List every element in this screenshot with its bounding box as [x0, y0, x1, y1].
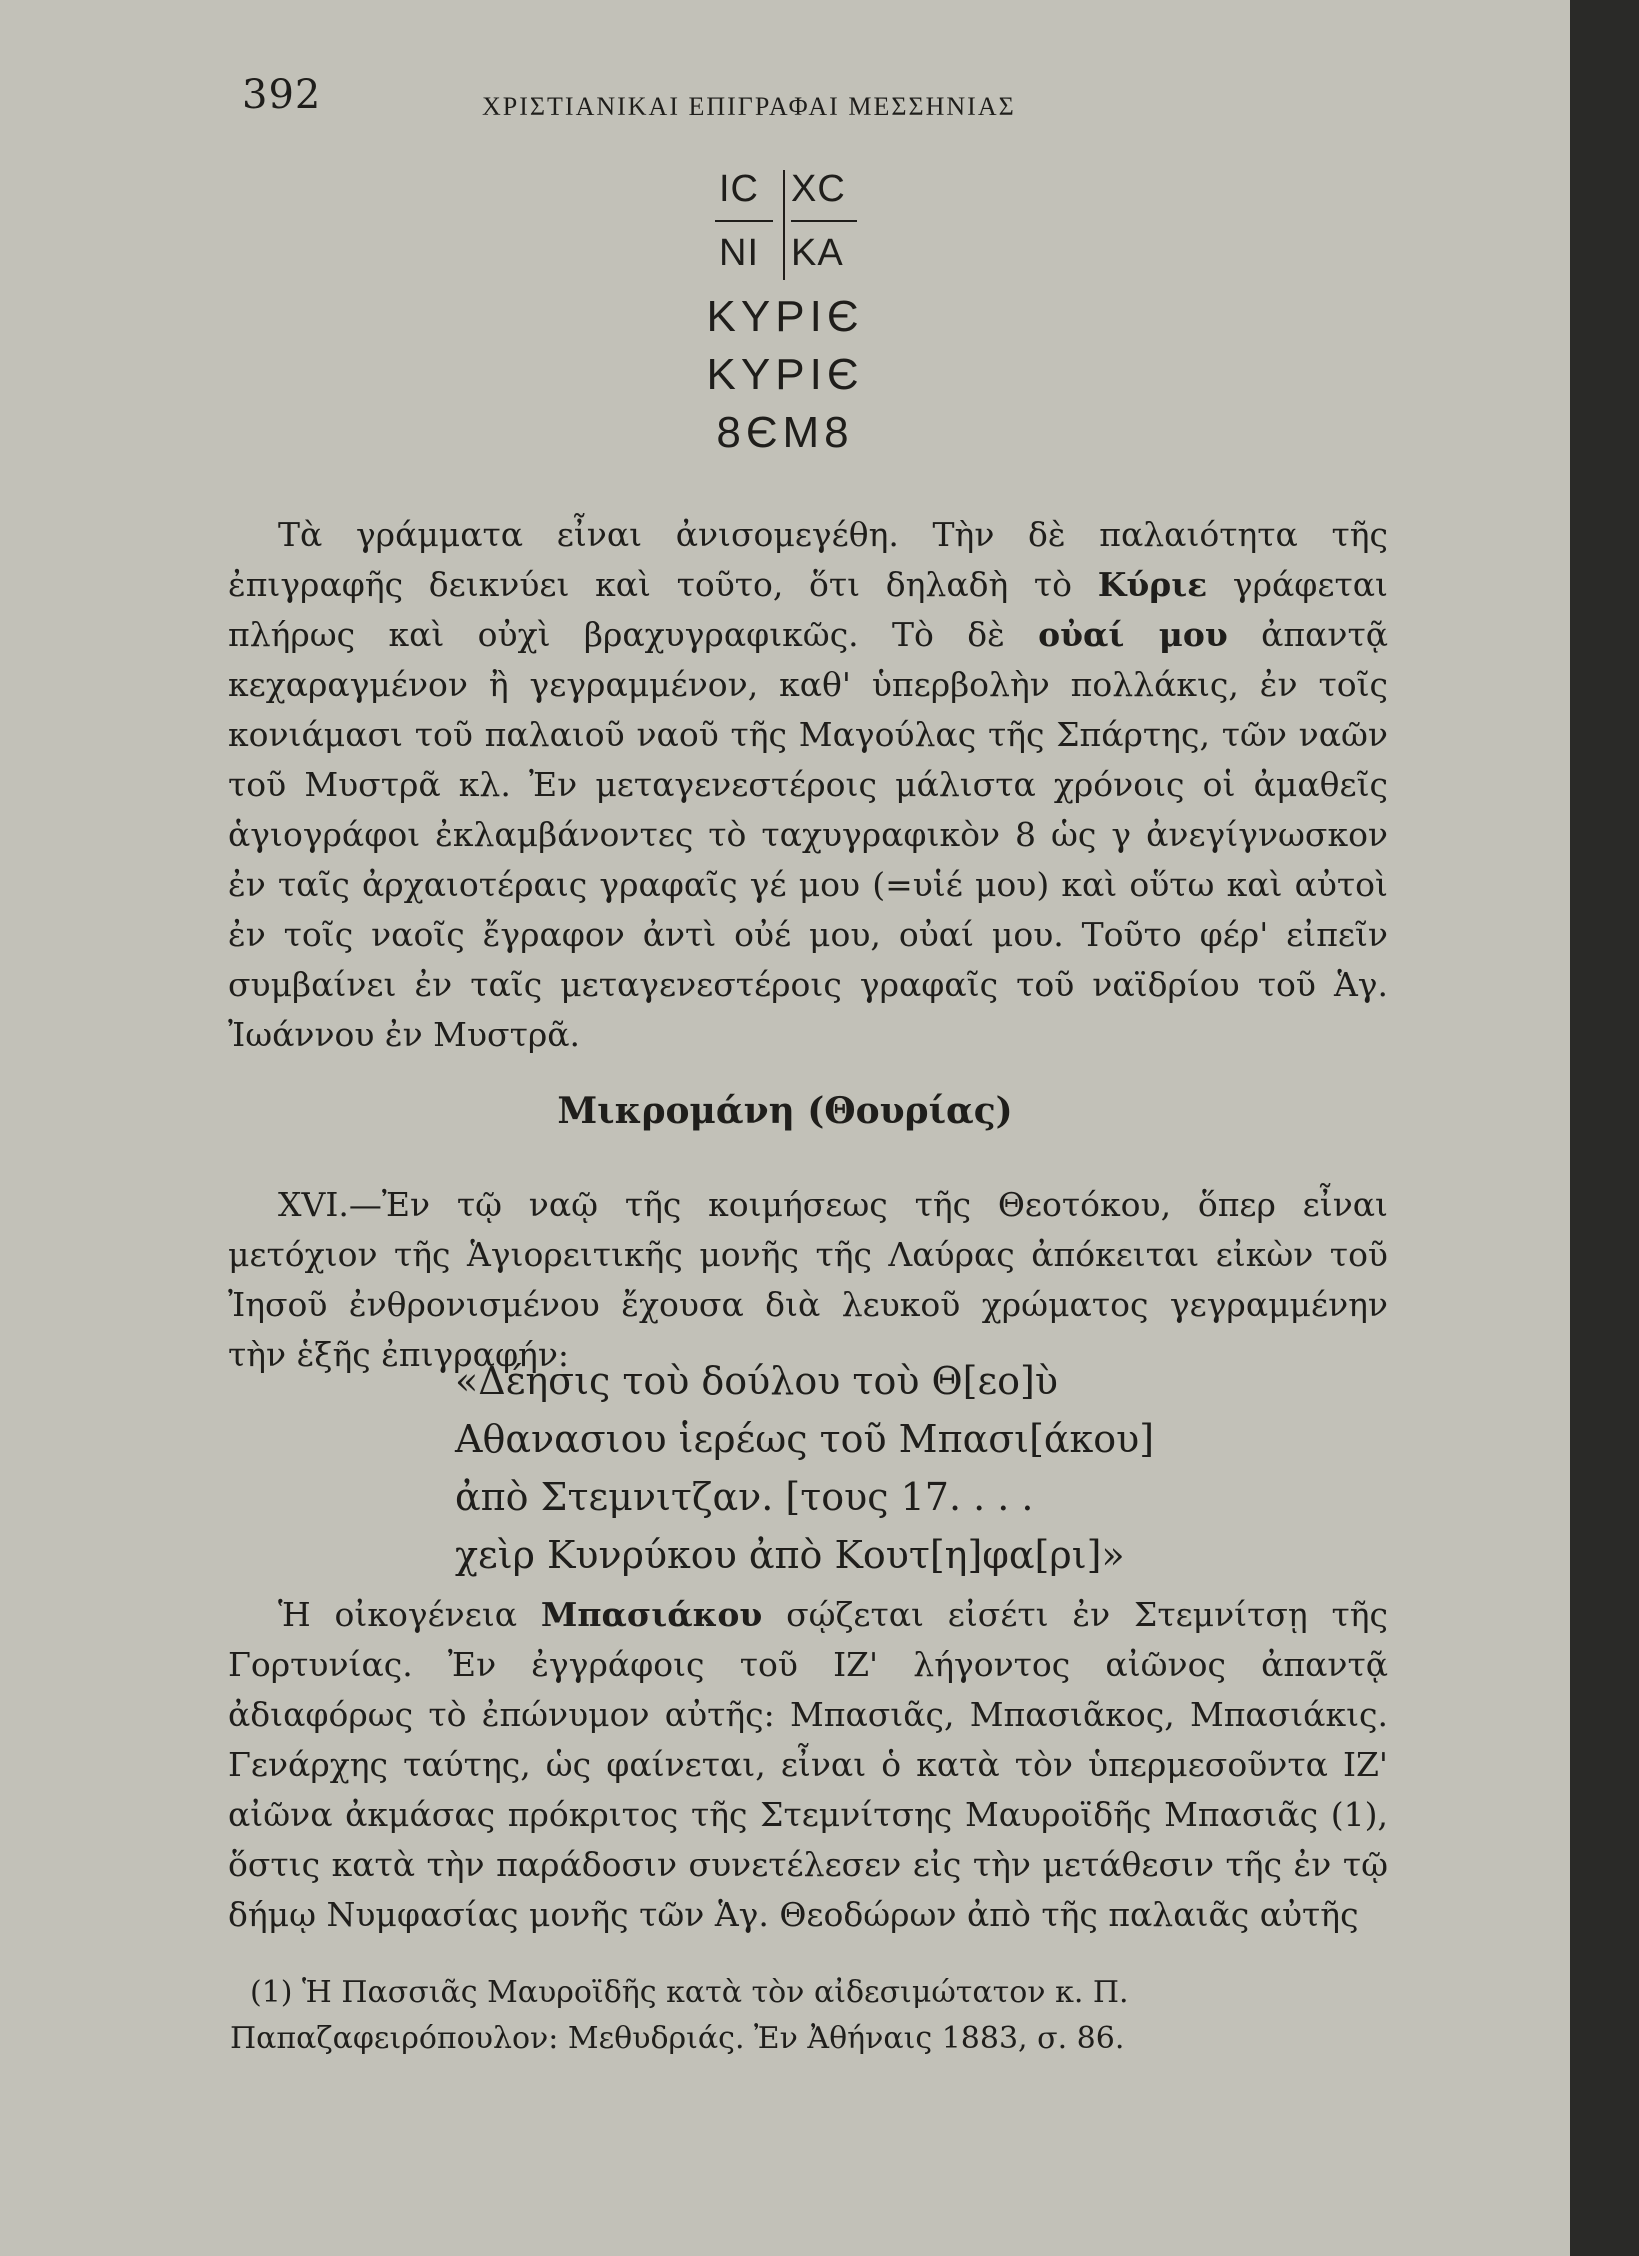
monogram-bar-right — [791, 220, 857, 222]
quote-line: χεὶρ Κυνρύκου ἀπὸ Κουτ[η]φα[ρι]» — [455, 1533, 1125, 1577]
bold-term-kyrie: Κύριε — [1097, 565, 1208, 604]
running-title: ΧΡΙΣΤΙΑΝΙΚΑΙ ΕΠΙΓΡΑΦΑΙ ΜΕΣΣΗΝΙΑΣ — [482, 92, 1016, 121]
quoted-inscription — [455, 1352, 1154, 1584]
quote-line: «Δέησις τοὺ δούλου τοὺ Θ[εο]ὺ — [455, 1359, 1058, 1403]
quote-line: ἀπὸ Στεμνιτζαν. [τους 17. . . . — [455, 1475, 1034, 1519]
paragraph-1-text: γράφεται πλήρως καὶ οὐχὶ βραχυγραφικῶς. Τὸ δὲ — [228, 565, 1388, 654]
monogram-cross-vertical — [783, 170, 785, 280]
paragraph-1-text: ἀπαντᾷ κεχαραγμένον ἢ γεγραμμένον, καθ' ὑπερβολὴν πολλάκις, ἐν τοῖς κονιάμασι τοῦ παλαιοῦ ναοῦ τῆς Μαγούλας τῆς Σπάρτης, τῶν ναῶν τοῦ Μυστρᾶ κλ. Ἐν μεταγενεστέροις μάλιστα χρόνοις οἱ ἀμαθεῖς ἁγιογράφοι ἐκλαμβάνοντες τὸ ταχυγραφικὸν 8 ὡς γ ἀνεγίγνωσκον ἐν ταῖς ἀρχαιοτέραις γραφαῖς γέ μου (=υἱέ μου) καὶ οὕτω καὶ αὐτοὶ ἐν τοῖς ναοῖς ἔγραφον ἀντὶ οὐέ μου, οὐαί μου. Τοῦτο φέρ' εἰπεῖν συμβαίνει ἐν ταῖς μεταγενεστέροις γραφαῖς τοῦ ναϊδρίου τοῦ Ἁγ. Ἰωάννου ἐν Μυστρᾶ. — [228, 615, 1388, 1054]
paragraph-2 — [228, 1180, 1388, 1380]
page-edge — [1570, 0, 1639, 2256]
bold-term-mpasiakou: Μπασιάκου — [540, 1595, 763, 1634]
paragraph-3-text: Ἡ οἰκογένεια — [278, 1595, 541, 1634]
quote-line: Αθανασιου ἱερέως τοῦ Μπασι[άκου] — [455, 1417, 1155, 1461]
monogram-bar-left — [715, 220, 773, 222]
paragraph-1 — [228, 510, 1388, 1060]
paragraph-3-text: σῴζεται εἰσέτι ἐν Στεμνίτσῃ τῆς Γορτυνίας. Ἐν ἐγγράφοις τοῦ ΙΖ' λήγοντος αἰῶνος ἀπαντᾷ ἀδιαφόρως τὸ ἐπώνυμον αὐτῆς: Μπασιᾶς, Μπασιᾶκος, Μπασιάκις. Γενάρχης ταύτης, ὡς φαίνεται, εἶναι ὁ κατὰ τὸν ὑπερμεσοῦντα ΙΖ' αἰῶνα ἀκμάσας πρόκριτος τῆς Στεμνίτσης Μαυροϊδῆς Μπασιᾶς (1), ὅστις κατὰ τὴν παράδοσιν συνετέλεσεν εἰς τὴν μετάθεσιν τῆς ἐν τῷ δήμῳ Νυμφασίας μονῆς τῶν Ἁγ. Θεοδώρων ἀπὸ τῆς παλαιᾶς αὐτῆς — [228, 1595, 1388, 1934]
christogram-monogram — [705, 168, 865, 288]
paragraph-1-text: Τὰ γράμματα εἶναι ἀνισομεγέθη. Τὴν δὲ παλαιότητα τῆς ἐπιγραφῆς δεικνύει καὶ τοῦτο, ὅτι δηλαδὴ τὸ — [228, 515, 1388, 604]
inscription-block — [0, 168, 1570, 462]
inscription-line: ΚΥΡΙЄ — [706, 350, 864, 399]
footnote — [230, 1970, 1390, 2062]
page-number: 392 — [242, 72, 322, 118]
bold-term-ouai-mou: οὐαί μου — [1038, 615, 1228, 654]
monogram-ni: NI — [719, 232, 759, 274]
section-heading: Μικρομάνη (Θουρίας) — [557, 1090, 1013, 1132]
paragraph-2-text: XVI.—Ἐν τῷ ναῷ τῆς κοιμήσεως τῆς Θεοτόκου, ὅπερ εἶναι μετόχιον τῆς Ἁγιορειτικῆς μονῆς τῆς Λαύρας ἀπόκειται εἰκὼν τοῦ Ἰησοῦ ἐνθρονισμένου ἔχουσα διὰ λευκοῦ χρώματος γεγραμμένην τὴν ἑξῆς ἐπιγραφήν: — [228, 1185, 1388, 1374]
monogram-ka: KA — [791, 232, 844, 274]
monogram-ic: IC — [719, 168, 759, 210]
monogram-xc: XC — [791, 168, 846, 210]
inscription-line: ΚΥΡΙЄ — [706, 292, 864, 341]
footnote-text: (1) Ἡ Πασσιᾶς Μαυροϊδῆς κατὰ τὸν αἰδεσιμώτατον κ. Π. Παπαζαφειρόπουλον: Μεθυδριάς. Ἐν Ἀθήναις 1883, σ. 86. — [230, 1975, 1129, 2056]
page-header — [242, 62, 1382, 132]
paragraph-3 — [228, 1590, 1388, 1940]
inscription-line: 8ЄΜ8 — [716, 408, 854, 457]
